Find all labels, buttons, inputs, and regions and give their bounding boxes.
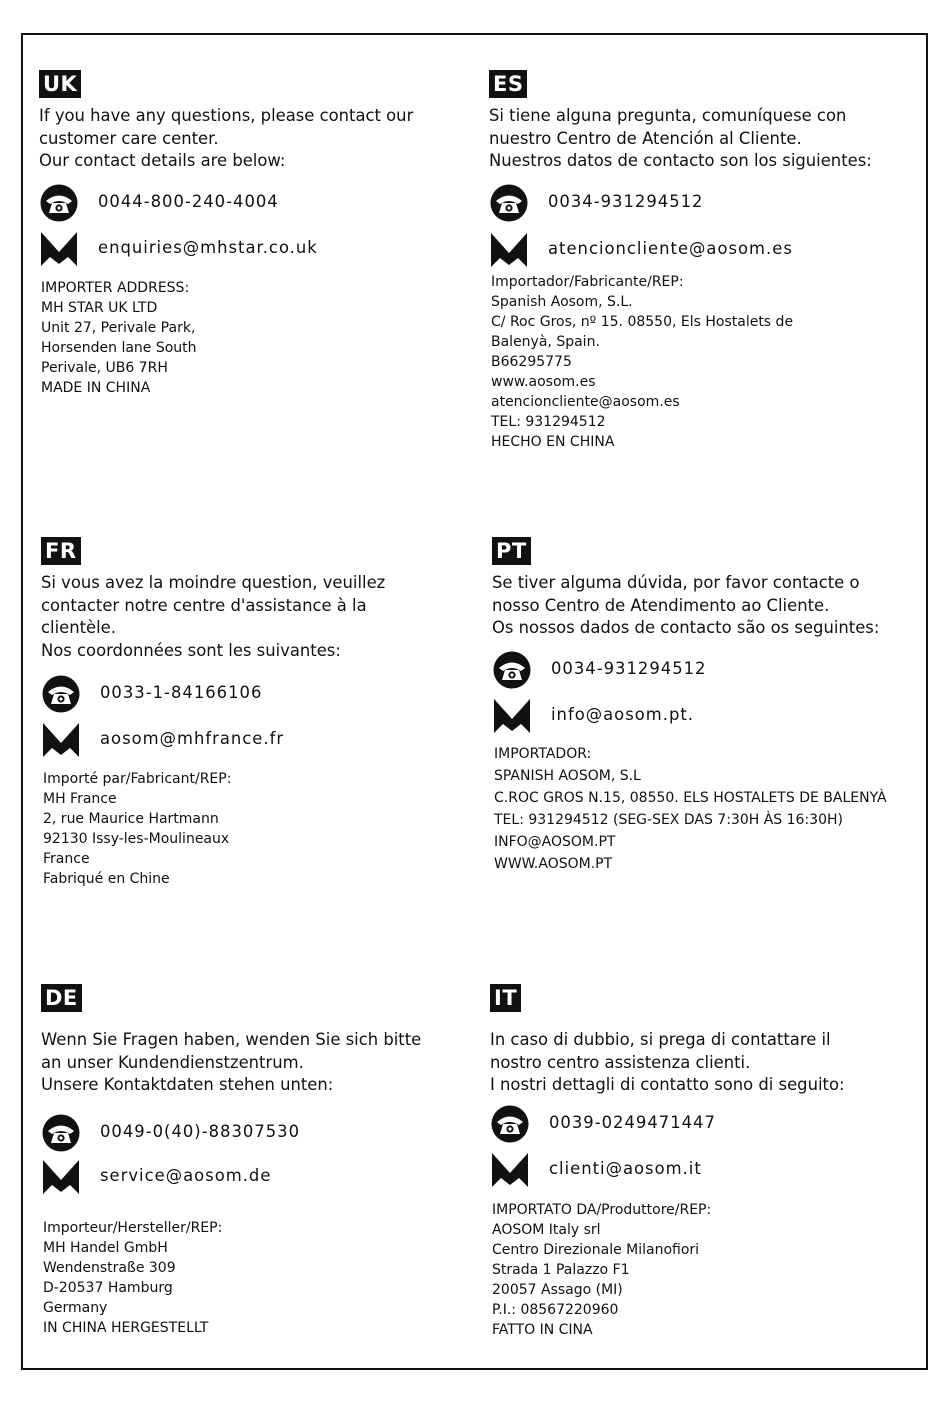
phone-row-pt (492, 651, 932, 687)
address-block-it: IMPORTATO DA/Produttore/REP: AOSOM Italy srl Centro Direzionale Milanofiori Strada 1 Palazzo F1 20057 Assago (MI) P.I.: 08567220960 FATTO IN CINA (492, 1202, 712, 1338)
email-address[interactable]: atencioncliente@aosom.es (548, 239, 793, 258)
envelope-icon (39, 230, 79, 268)
country-badge-pt: PT (492, 537, 531, 565)
intro-text-pt: Se tiver alguma dúvida, por favor contacte o nosso Centro de Atendimento ao Cliente. Os nossos dados de contacto são os seguintes: (492, 573, 880, 637)
country-badge-fr: FR (41, 537, 81, 565)
phone-row-de (41, 1114, 481, 1150)
email-row-fr (41, 721, 481, 757)
phone-number[interactable]: 0044-800-240-4004 (98, 192, 279, 211)
address-block-es: Importador/Fabricante/REP: Spanish Aosom, S.L. C/ Roc Gros, nº 15. 08550, Els Hostalets de Balenyà, Spain. B66295775 www.aosom.es atencioncliente@aosom.es TEL: 931294512 HECHO EN CHINA (491, 274, 794, 450)
email-address[interactable]: enquiries@mhstar.co.uk (98, 238, 318, 257)
phone-row-it (490, 1105, 930, 1141)
email-address[interactable]: clienti@aosom.it (549, 1159, 702, 1178)
email-address[interactable]: service@aosom.de (100, 1166, 272, 1185)
country-badge-es: ES (489, 70, 527, 98)
address-block-fr: Importé par/Fabricant/REP: MH France 2, rue Maurice Hartmann 92130 Issy-les-Moulineaux France Fabriqué en Chine (43, 771, 232, 887)
email-row-uk (39, 230, 479, 266)
country-badge-it: IT (490, 984, 521, 1012)
phone-number[interactable]: 0033-1-84166106 (100, 683, 263, 702)
phone-row-fr (41, 675, 481, 711)
country-badge-uk: UK (39, 70, 81, 98)
phone-number[interactable]: 0034-931294512 (548, 192, 704, 211)
email-row-de (41, 1158, 481, 1194)
address-block-uk: IMPORTER ADDRESS: MH STAR UK LTD Unit 27, Perivale Park, Horsenden lane South Perivale, UB6 7RH MADE IN CHINA (41, 280, 197, 396)
email-row-es (489, 231, 929, 267)
email-row-pt (492, 697, 932, 733)
phone-icon (490, 1105, 530, 1143)
envelope-icon (489, 231, 529, 269)
email-address[interactable]: info@aosom.pt. (551, 705, 694, 724)
address-block-pt: IMPORTADOR: SPANISH AOSOM, S.L C.ROC GROS N.15, 08550. ELS HOSTALETS DE BALENYÀ TEL: 931294512 (SEG-SEX DAS 7:30H ÀS 16:30H) INFO@AOSOM.PT WWW.AOSOM.PT (494, 746, 887, 872)
intro-text-it: In caso di dubbio, si prega di contattare il nostro centro assistenza clienti. I nostri dettagli di contatto sono di seguito: (490, 1030, 845, 1094)
email-address[interactable]: aosom@mhfrance.fr (100, 729, 285, 748)
envelope-icon (41, 1158, 81, 1196)
intro-text-de: Wenn Sie Fragen haben, wenden Sie sich bitte an unser Kundendienstzentrum. Unsere Kontaktdaten stehen unten: (41, 1030, 422, 1094)
phone-row-uk (39, 184, 479, 220)
phone-number[interactable]: 0049-0(40)-88307530 (100, 1122, 301, 1141)
envelope-icon (492, 697, 532, 735)
intro-text-uk: If you have any questions, please contact our customer care center. Our contact details are below: (39, 106, 414, 170)
phone-row-es (489, 184, 929, 220)
phone-icon (492, 651, 532, 689)
phone-icon (489, 184, 529, 222)
intro-text-fr: Si vous avez la moindre question, veuillez contacter notre centre d'assistance à la clientèle. Nos coordonnées sont les suivantes: (41, 573, 386, 660)
country-badge-de: DE (41, 984, 82, 1012)
envelope-icon (41, 721, 81, 759)
intro-text-es: Si tiene alguna pregunta, comuníquese con nuestro Centro de Atención al Cliente. Nuestros datos de contacto son los siguientes: (489, 106, 872, 170)
phone-number[interactable]: 0039-0249471447 (549, 1113, 716, 1132)
address-block-de: Importeur/Hersteller/REP: MH Handel GmbH Wendenstraße 309 D-20537 Hamburg Germany IN CHINA HERGESTELLT (43, 1220, 223, 1336)
phone-icon (41, 1114, 81, 1152)
envelope-icon (490, 1151, 530, 1189)
phone-number[interactable]: 0034-931294512 (551, 659, 707, 678)
email-row-it (490, 1151, 930, 1187)
phone-icon (39, 184, 79, 222)
phone-icon (41, 675, 81, 713)
